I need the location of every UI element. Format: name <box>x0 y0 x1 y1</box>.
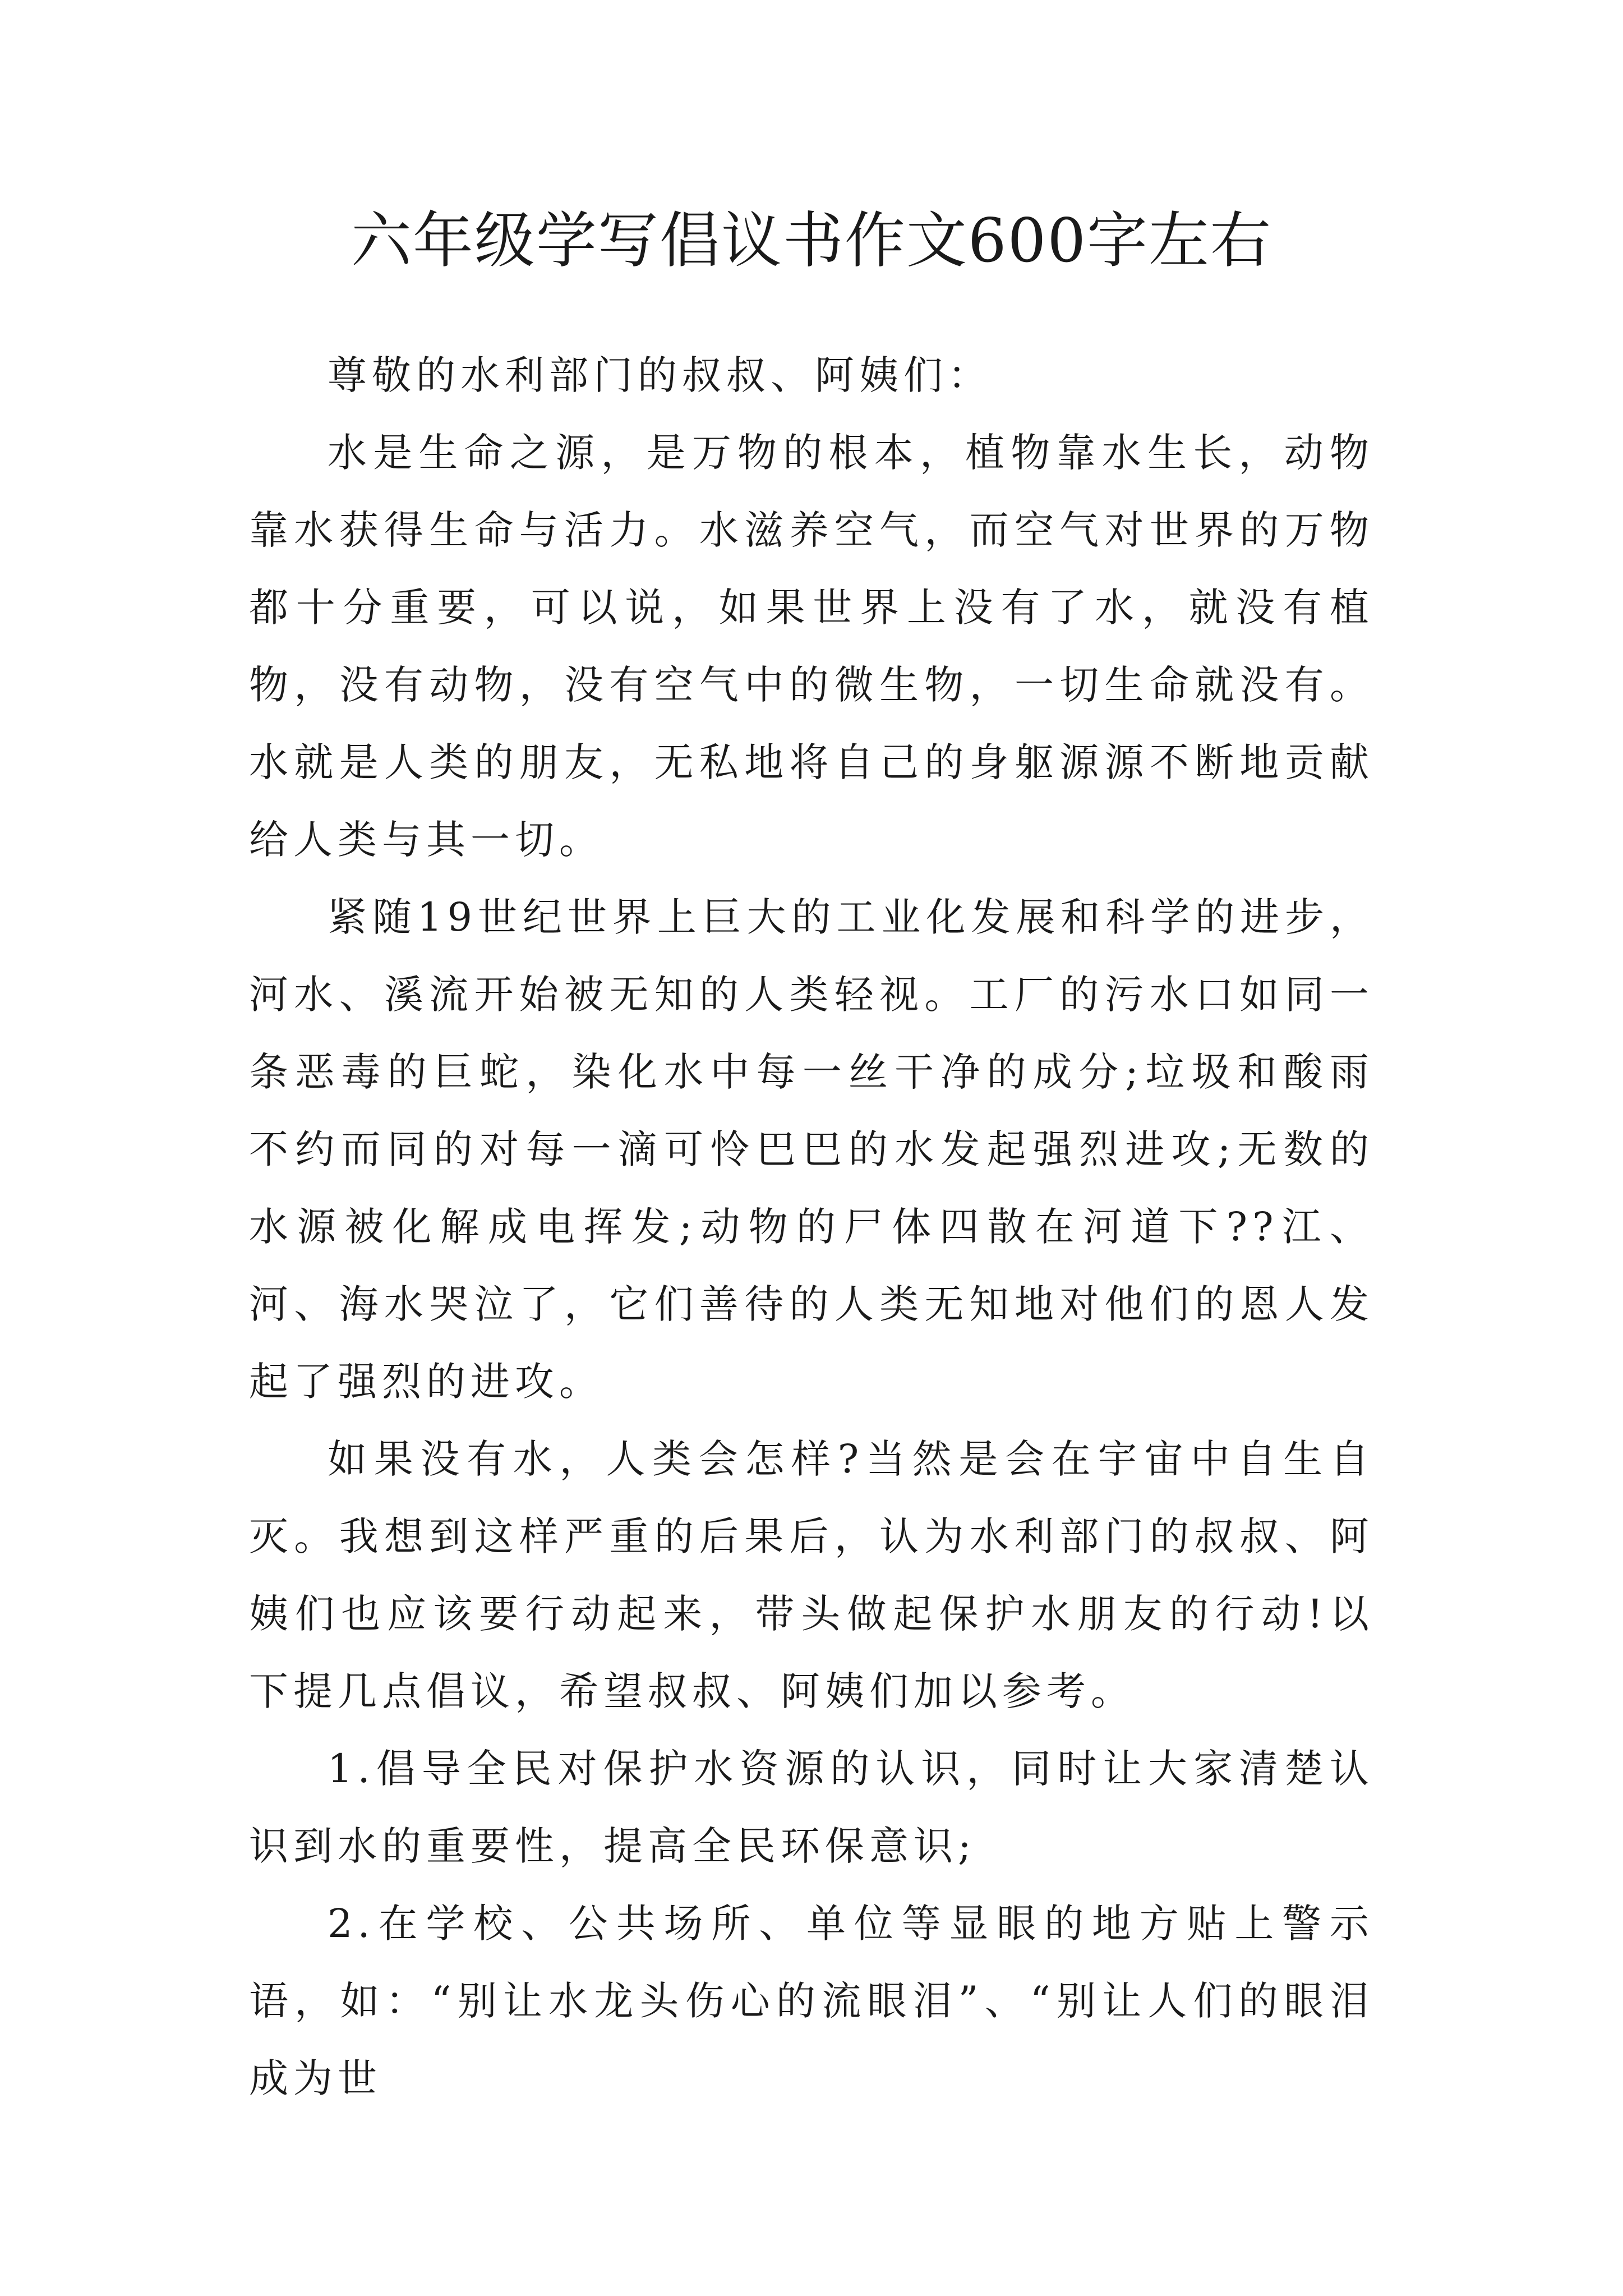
paragraph-2: 紧随19世纪世界上巨大的工业化发展和科学的进步，河水、溪流开始被无知的人类轻视。工厂的污水口如同一条恶毒的巨蛇，染化水中每一丝干净的成分;垃圾和酸雨不约而同的对每一滴可怜巴巴的水发起强烈进攻;无数的水源被化解成电挥发;动物的尸体四散在河道下??江、河、海水哭泣了，它们善待的人类无知地对他们的恩人发起了强烈的进攻。 <box>249 894 1374 1405</box>
document-body <box>249 337 1374 2117</box>
paragraph-3: 如果没有水，人类会怎样?当然是会在宇宙中自生自灭。我想到这样严重的后果后，认为水利部门的叔叔、阿姨们也应该要行动起来，带头做起保护水朋友的行动!以下提几点倡议，希望叔叔、阿姨们加以参考。 <box>249 1436 1374 1714</box>
salutation: 尊敬的水利部门的叔叔、阿姨们： <box>328 352 992 398</box>
paragraph-1: 水是生命之源，是万物的根本，植物靠水生长，动物靠水获得生命与活力。水滋养空气，而空气对世界的万物都十分重要，可以说，如果世界上没有了水，就没有植物，没有动物，没有空气中的微生物，一切生命就没有。水就是人类的朋友，无私地将自己的身躯源源不断地贡献给人类与其一切。 <box>249 430 1374 863</box>
document-title: 六年级学写倡议书作文600字左右 <box>351 206 1272 276</box>
proposal-item-1: 1.倡导全民对保护水资源的认识，同时让大家清楚认识到水的重要性，提高全民环保意识; <box>249 1746 1374 1869</box>
proposal-item-2: 2.在学校、公共场所、单位等显眼的地方贴上警示语，如：“别让水龙头伤心的流眼泪”、“别让人们的眼泪成为世 <box>249 1901 1374 2101</box>
